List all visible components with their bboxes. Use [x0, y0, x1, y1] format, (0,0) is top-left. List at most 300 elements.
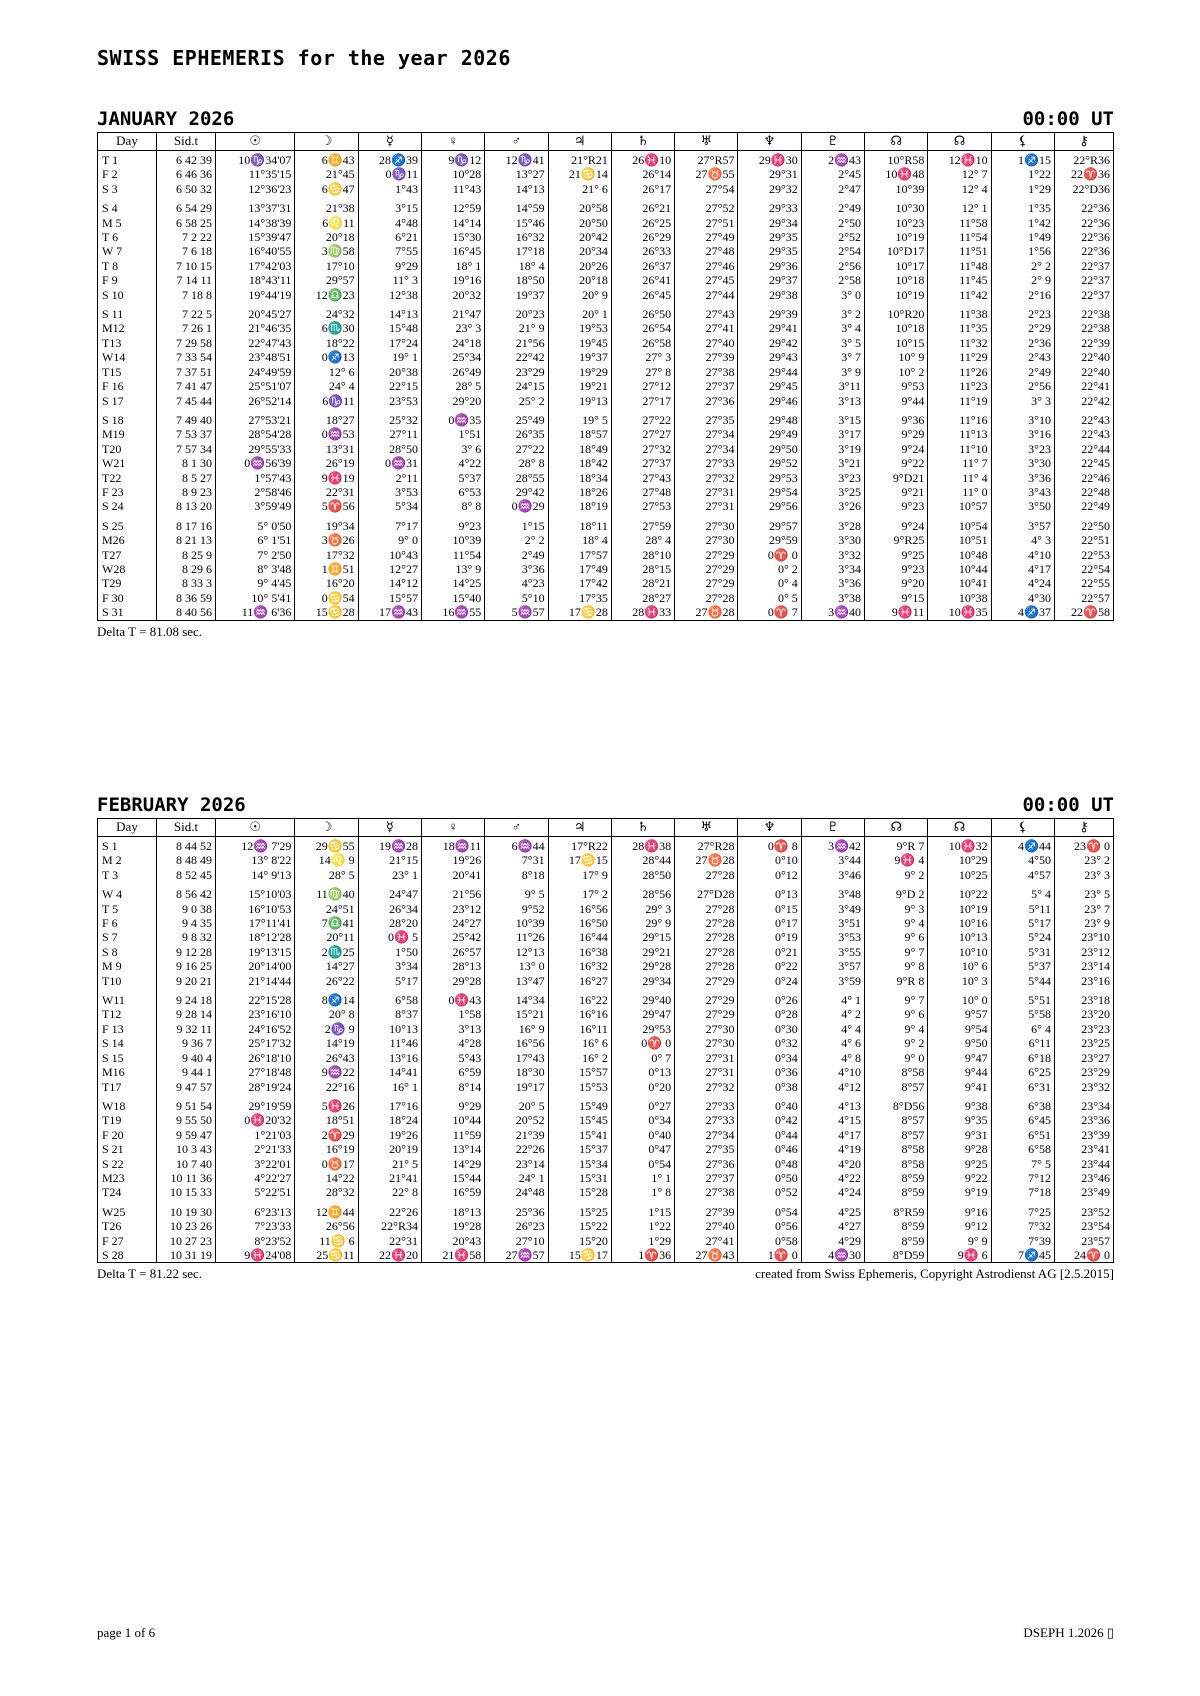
- day-cell: T 8: [98, 259, 157, 273]
- value-cell: 8 25 9: [157, 548, 216, 562]
- table-row: [98, 930, 1114, 944]
- value-cell: 8°R59: [865, 1200, 928, 1219]
- table-row: [98, 533, 1114, 547]
- value-cell: 29°43: [738, 350, 801, 364]
- value-cell: 23°46: [1054, 1171, 1113, 1185]
- day-cell: S 24: [98, 499, 157, 513]
- value-cell: 10°54: [928, 514, 991, 533]
- value-cell: 29°45: [738, 379, 801, 393]
- value-cell: 28°10: [611, 548, 674, 562]
- value-cell: 4°30: [991, 591, 1054, 605]
- day-cell: T12: [98, 1007, 157, 1021]
- value-cell: 4°17: [991, 562, 1054, 576]
- value-cell: 9°23: [865, 499, 928, 513]
- value-cell: 1♈ 0: [738, 1248, 801, 1263]
- column-header: ♆: [738, 133, 801, 151]
- value-cell: 17°42: [548, 576, 611, 590]
- value-cell: 22°48: [1054, 485, 1113, 499]
- value-cell: 2°43: [991, 350, 1054, 364]
- value-cell: 9°29: [865, 427, 928, 441]
- value-cell: 9°25: [928, 1157, 991, 1171]
- value-cell: 21°R21: [548, 151, 611, 168]
- value-cell: 14° 9'13: [216, 868, 295, 882]
- value-cell: 10♓32: [928, 837, 991, 854]
- value-cell: 1°58: [421, 1007, 484, 1021]
- value-cell: 22°36: [1054, 230, 1113, 244]
- value-cell: 18♒11: [421, 837, 484, 854]
- value-cell: 9°16: [928, 1200, 991, 1219]
- day-cell: W 4: [98, 882, 157, 901]
- value-cell: 27°32: [611, 442, 674, 456]
- value-cell: 27°28: [675, 959, 738, 973]
- value-cell: 7 22 5: [157, 302, 216, 321]
- value-cell: 3°30: [801, 533, 864, 547]
- value-cell: 3°23: [991, 442, 1054, 456]
- value-cell: 3°36: [801, 576, 864, 590]
- value-cell: 0°34: [738, 1051, 801, 1065]
- value-cell: 9° 7: [865, 988, 928, 1007]
- value-cell: 10°16: [928, 916, 991, 930]
- value-cell: 3°11: [801, 379, 864, 393]
- value-cell: 28°50: [358, 442, 421, 456]
- value-cell: 10♑34'07: [216, 151, 295, 168]
- column-header: ♃: [548, 819, 611, 837]
- value-cell: 22°50: [1054, 514, 1113, 533]
- day-cell: S 18: [98, 408, 157, 427]
- value-cell: 24♈ 0: [1054, 1248, 1113, 1263]
- value-cell: 29°34: [611, 974, 674, 988]
- column-header: ☽: [295, 133, 358, 151]
- value-cell: 17°18: [485, 244, 548, 258]
- value-cell: 20° 1: [548, 302, 611, 321]
- value-cell: 4°15: [801, 1113, 864, 1127]
- value-cell: 6°58: [358, 988, 421, 1007]
- value-cell: 27°29: [675, 1007, 738, 1021]
- value-cell: 29°35: [738, 230, 801, 244]
- value-cell: 16° 6: [548, 1036, 611, 1050]
- value-cell: 26°37: [611, 259, 674, 273]
- value-cell: 10♓48: [865, 167, 928, 181]
- value-cell: 15°48: [358, 321, 421, 335]
- value-cell: 29°19'59: [216, 1094, 295, 1113]
- value-cell: 16°40'55: [216, 244, 295, 258]
- value-cell: 2♑ 9: [295, 1022, 358, 1036]
- value-cell: 6°23'13: [216, 1200, 295, 1219]
- value-cell: 20°58: [548, 196, 611, 215]
- value-cell: 11°35'15: [216, 167, 295, 181]
- document-code: DSEPH 1.2026 ▯: [1023, 1625, 1114, 1640]
- value-cell: 28°13: [421, 959, 484, 973]
- value-cell: 20°50: [548, 216, 611, 230]
- value-cell: 10° 0: [928, 988, 991, 1007]
- value-cell: 27°45: [675, 273, 738, 287]
- table-row: [98, 1051, 1114, 1065]
- column-header: ♆: [738, 819, 801, 837]
- value-cell: 4°27: [801, 1219, 864, 1233]
- value-cell: 26°49: [421, 365, 484, 379]
- value-cell: 3°50: [991, 499, 1054, 513]
- value-cell: 26°18'10: [216, 1051, 295, 1065]
- value-cell: 1° 1: [611, 1171, 674, 1185]
- value-cell: 27♉43: [675, 1248, 738, 1263]
- value-cell: 17°43: [485, 1051, 548, 1065]
- value-cell: 10°19: [865, 230, 928, 244]
- value-cell: 23°25: [1054, 1036, 1113, 1050]
- value-cell: 27°30: [675, 533, 738, 547]
- value-cell: 22°43: [1054, 427, 1113, 441]
- value-cell: 3♉26: [295, 533, 358, 547]
- value-cell: 2°54: [801, 244, 864, 258]
- value-cell: 15°39'47: [216, 230, 295, 244]
- value-cell: 19°37: [485, 288, 548, 302]
- value-cell: 22°D36: [1054, 182, 1113, 196]
- value-cell: 4°48: [358, 216, 421, 230]
- value-cell: 13°27: [485, 167, 548, 181]
- value-cell: 16°56: [548, 902, 611, 916]
- value-cell: 3° 5: [801, 336, 864, 350]
- value-cell: 17°16: [358, 1094, 421, 1113]
- value-cell: 7°18: [991, 1185, 1054, 1199]
- value-cell: 29°57: [295, 273, 358, 287]
- value-cell: 29°57: [738, 514, 801, 533]
- value-cell: 26°56: [295, 1219, 358, 1233]
- value-cell: 3°13: [421, 1022, 484, 1036]
- value-cell: 10°13: [358, 1022, 421, 1036]
- value-cell: 23°14: [485, 1157, 548, 1171]
- value-cell: 4°25: [801, 1200, 864, 1219]
- value-cell: 27°35: [675, 1142, 738, 1156]
- value-cell: 29°33: [738, 196, 801, 215]
- value-cell: 21°56: [485, 336, 548, 350]
- value-cell: 9°D21: [865, 471, 928, 485]
- value-cell: 3°32: [801, 548, 864, 562]
- value-cell: 9♓ 6: [928, 1248, 991, 1263]
- value-cell: 27°34: [675, 427, 738, 441]
- value-cell: 12° 4: [928, 182, 991, 196]
- value-cell: 12° 6: [295, 365, 358, 379]
- value-cell: 14°27: [295, 959, 358, 973]
- month-header: [97, 794, 1114, 818]
- value-cell: 26°14: [611, 167, 674, 181]
- table-row: [98, 902, 1114, 916]
- value-cell: 10°43: [358, 548, 421, 562]
- value-cell: 6°38: [991, 1094, 1054, 1113]
- value-cell: 10° 3: [928, 974, 991, 988]
- value-cell: 7°55: [358, 244, 421, 258]
- value-cell: 4° 8: [801, 1051, 864, 1065]
- value-cell: 4° 6: [801, 1036, 864, 1050]
- value-cell: 23°41: [1054, 1142, 1113, 1156]
- value-cell: 10° 6: [928, 959, 991, 973]
- value-cell: 9° 7: [865, 945, 928, 959]
- value-cell: 21♓58: [421, 1248, 484, 1263]
- value-cell: 0°38: [738, 1080, 801, 1094]
- value-cell: 4♒30: [801, 1248, 864, 1263]
- value-cell: 15♋28: [295, 605, 358, 620]
- value-cell: 10°30: [865, 196, 928, 215]
- value-cell: 3°48: [801, 882, 864, 901]
- value-cell: 6♊43: [295, 151, 358, 168]
- value-cell: 9°41: [928, 1080, 991, 1094]
- value-cell: 2♒43: [801, 151, 864, 168]
- table-row: [98, 1113, 1114, 1127]
- value-cell: 19°29: [548, 365, 611, 379]
- table-row: [98, 853, 1114, 867]
- value-cell: 7 49 40: [157, 408, 216, 427]
- day-cell: S 15: [98, 1051, 157, 1065]
- value-cell: 10°19: [865, 288, 928, 302]
- value-cell: 26°33: [611, 244, 674, 258]
- value-cell: 11°45: [928, 273, 991, 287]
- value-cell: 13°37'31: [216, 196, 295, 215]
- day-cell: S 10: [98, 288, 157, 302]
- value-cell: 13° 9: [421, 562, 484, 576]
- day-cell: S 25: [98, 514, 157, 533]
- value-cell: 4°24: [991, 576, 1054, 590]
- value-cell: 19°34: [295, 514, 358, 533]
- value-cell: 12°38: [358, 288, 421, 302]
- value-cell: 23°20: [1054, 1007, 1113, 1021]
- value-cell: 27♉55: [675, 167, 738, 181]
- value-cell: 1°15: [611, 1200, 674, 1219]
- value-cell: 9°24: [865, 514, 928, 533]
- value-cell: 15°41: [548, 1128, 611, 1142]
- value-cell: 16°11: [548, 1022, 611, 1036]
- value-cell: 21°14'44: [216, 974, 295, 988]
- value-cell: 0♓ 5: [358, 930, 421, 944]
- value-cell: 16° 1: [358, 1080, 421, 1094]
- value-cell: 9° 8: [865, 959, 928, 973]
- value-cell: 10°57: [928, 499, 991, 513]
- value-cell: 10°44: [928, 562, 991, 576]
- value-cell: 22°57: [1054, 591, 1113, 605]
- value-cell: 28°15: [611, 562, 674, 576]
- table-row: [98, 1142, 1114, 1156]
- value-cell: 9°38: [928, 1094, 991, 1113]
- value-cell: 0°58: [738, 1234, 801, 1248]
- value-cell: 21°47: [421, 302, 484, 321]
- value-cell: 26♓10: [611, 151, 674, 168]
- value-cell: 24°47: [358, 882, 421, 901]
- value-cell: 9° 0: [865, 1051, 928, 1065]
- column-header: ☊: [865, 133, 928, 151]
- value-cell: 27°37: [675, 379, 738, 393]
- value-cell: 0°46: [738, 1142, 801, 1156]
- day-cell: T 1: [98, 151, 157, 168]
- day-cell: S 1: [98, 837, 157, 854]
- day-cell: F 2: [98, 167, 157, 181]
- day-cell: T 6: [98, 230, 157, 244]
- table-row: [98, 1022, 1114, 1036]
- day-cell: S 7: [98, 930, 157, 944]
- day-cell: T19: [98, 1113, 157, 1127]
- value-cell: 29°36: [738, 259, 801, 273]
- table-row: [98, 442, 1114, 456]
- value-cell: 6°18: [991, 1051, 1054, 1065]
- value-cell: 15°53: [548, 1080, 611, 1094]
- value-cell: 27°46: [675, 259, 738, 273]
- value-cell: 8°57: [865, 1113, 928, 1127]
- value-cell: 27°28: [675, 916, 738, 930]
- value-cell: 19°37: [548, 350, 611, 364]
- value-cell: 16° 9: [485, 1022, 548, 1036]
- column-header: Sid.t: [157, 133, 216, 151]
- value-cell: 11°58: [928, 216, 991, 230]
- value-cell: 5°17: [358, 974, 421, 988]
- value-cell: 9° 4: [865, 1022, 928, 1036]
- value-cell: 20° 5: [485, 1094, 548, 1113]
- value-cell: 27°48: [611, 485, 674, 499]
- value-cell: 6°51: [991, 1128, 1054, 1142]
- value-cell: 29♓30: [738, 151, 801, 168]
- value-cell: 6 42 39: [157, 151, 216, 168]
- value-cell: 6 58 25: [157, 216, 216, 230]
- value-cell: 27°R57: [675, 151, 738, 168]
- value-cell: 23°34: [1054, 1094, 1113, 1113]
- value-cell: 29♋55: [295, 837, 358, 854]
- value-cell: 5°31: [991, 945, 1054, 959]
- value-cell: 4°50: [991, 853, 1054, 867]
- value-cell: 16°56: [485, 1036, 548, 1050]
- value-cell: 2°45: [801, 167, 864, 181]
- value-cell: 23°16: [1054, 974, 1113, 988]
- value-cell: 22°40: [1054, 350, 1113, 364]
- value-cell: 6°25: [991, 1065, 1054, 1079]
- value-cell: 20°43: [421, 1234, 484, 1248]
- value-cell: 3°30: [991, 456, 1054, 470]
- table-row: [98, 365, 1114, 379]
- value-cell: 16°20: [295, 576, 358, 590]
- value-cell: 21°41: [358, 1171, 421, 1185]
- value-cell: 20°41: [421, 868, 484, 882]
- delta-t-note: [97, 624, 1114, 642]
- value-cell: 4°10: [991, 548, 1054, 562]
- column-header: ☽: [295, 819, 358, 837]
- value-cell: 18°13: [421, 1200, 484, 1219]
- value-cell: 0°19: [738, 930, 801, 944]
- value-cell: 22°40: [1054, 365, 1113, 379]
- value-cell: 27°29: [675, 562, 738, 576]
- table-row: [98, 1036, 1114, 1050]
- value-cell: 27°36: [675, 1157, 738, 1171]
- value-cell: 8°59: [865, 1185, 928, 1199]
- value-cell: 23°12: [421, 902, 484, 916]
- value-cell: 23° 7: [1054, 902, 1113, 916]
- value-cell: 27°49: [675, 230, 738, 244]
- value-cell: 10°44: [421, 1113, 484, 1127]
- value-cell: 19° 1: [358, 350, 421, 364]
- value-cell: 29°42: [738, 336, 801, 350]
- value-cell: 21°45: [295, 167, 358, 181]
- value-cell: 5°43: [421, 1051, 484, 1065]
- value-cell: 3°15: [801, 408, 864, 427]
- value-cell: 4° 1: [801, 988, 864, 1007]
- value-cell: 9 55 50: [157, 1113, 216, 1127]
- day-cell: T24: [98, 1185, 157, 1199]
- value-cell: 10°38: [928, 591, 991, 605]
- value-cell: 27°34: [675, 442, 738, 456]
- value-cell: 29°41: [738, 321, 801, 335]
- value-cell: 18°27: [295, 408, 358, 427]
- value-cell: 24°16'52: [216, 1022, 295, 1036]
- time-label: 00:00 UT: [1022, 794, 1114, 816]
- value-cell: 2°58'46: [216, 485, 295, 499]
- value-cell: 23°39: [1054, 1128, 1113, 1142]
- table-body: [98, 837, 1114, 1263]
- value-cell: 20°18: [548, 273, 611, 287]
- value-cell: 8 52 45: [157, 868, 216, 882]
- value-cell: 13° 0: [485, 959, 548, 973]
- value-cell: 23°48'51: [216, 350, 295, 364]
- day-cell: T15: [98, 365, 157, 379]
- value-cell: 15°20: [548, 1234, 611, 1248]
- value-cell: 7♎41: [295, 916, 358, 930]
- value-cell: 26°21: [611, 196, 674, 215]
- value-cell: 2°49: [801, 196, 864, 215]
- table-row: [98, 196, 1114, 215]
- value-cell: 1°22: [991, 167, 1054, 181]
- value-cell: 7 6 18: [157, 244, 216, 258]
- value-cell: 0°10: [738, 853, 801, 867]
- value-cell: 19♒28: [358, 837, 421, 854]
- value-cell: 1♐15: [991, 151, 1054, 168]
- value-cell: 0°52: [738, 1185, 801, 1199]
- value-cell: 4°57: [991, 868, 1054, 882]
- value-cell: 0° 4: [738, 576, 801, 590]
- value-cell: 0° 2: [738, 562, 801, 576]
- value-cell: 8 5 27: [157, 471, 216, 485]
- table-row: [98, 1200, 1114, 1219]
- value-cell: 13° 8'22: [216, 853, 295, 867]
- value-cell: 4° 3: [991, 533, 1054, 547]
- value-cell: 8°59: [865, 1234, 928, 1248]
- table-row: [98, 1219, 1114, 1233]
- column-header: ☉: [216, 819, 295, 837]
- value-cell: 22°38: [1054, 302, 1113, 321]
- value-cell: 21° 9: [485, 321, 548, 335]
- table-row: [98, 1171, 1114, 1185]
- value-cell: 27°39: [675, 350, 738, 364]
- value-cell: 9°53: [865, 379, 928, 393]
- value-cell: 10°18: [865, 321, 928, 335]
- value-cell: 10°41: [928, 576, 991, 590]
- value-cell: 10° 2: [865, 365, 928, 379]
- value-cell: 15°49: [548, 1094, 611, 1113]
- value-cell: 23° 3: [1054, 868, 1113, 882]
- value-cell: 22°37: [1054, 288, 1113, 302]
- day-cell: M 9: [98, 959, 157, 973]
- value-cell: 15°44: [421, 1171, 484, 1185]
- value-cell: 9°47: [928, 1051, 991, 1065]
- table-row: [98, 485, 1114, 499]
- value-cell: 22°15: [358, 379, 421, 393]
- value-cell: 18° 4: [548, 533, 611, 547]
- value-cell: 5° 0'50: [216, 514, 295, 533]
- table-row: [98, 1080, 1114, 1094]
- value-cell: 0°27: [611, 1094, 674, 1113]
- value-cell: 3°25: [801, 485, 864, 499]
- value-cell: 4°22: [421, 456, 484, 470]
- value-cell: 7° 5: [991, 1157, 1054, 1171]
- value-cell: 11°32: [928, 336, 991, 350]
- value-cell: 23°36: [1054, 1113, 1113, 1127]
- value-cell: 28° 8: [485, 456, 548, 470]
- value-cell: 11°54: [421, 548, 484, 562]
- value-cell: 18°51: [295, 1113, 358, 1127]
- value-cell: 0°44: [738, 1128, 801, 1142]
- value-cell: 2°49: [991, 365, 1054, 379]
- day-cell: T 3: [98, 868, 157, 882]
